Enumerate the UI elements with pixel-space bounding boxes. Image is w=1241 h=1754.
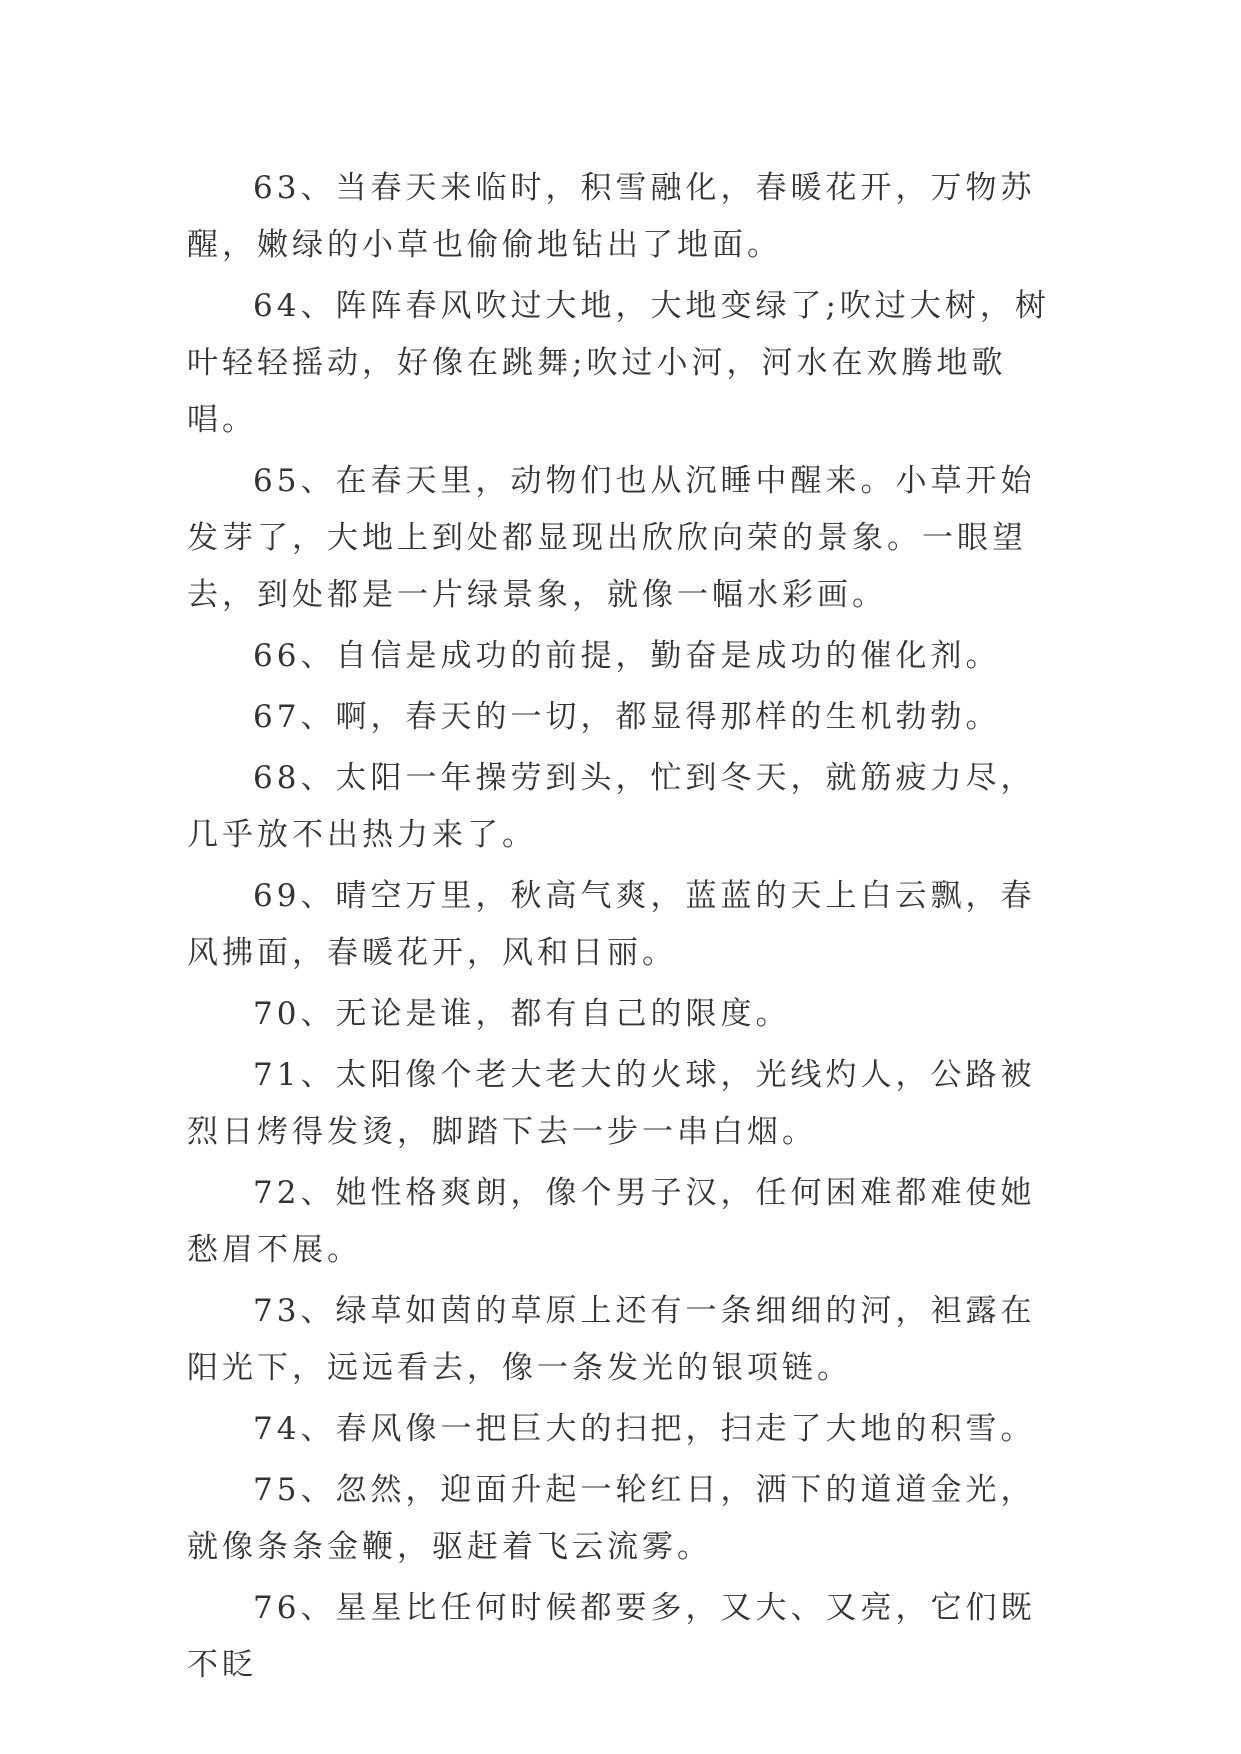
paragraph-74: 74、春风像一把巨大的扫把，扫走了大地的积雪。: [253, 1411, 1036, 1447]
paragraph-73: 73、绿草如茵的草原上还有一条细细的河，袒露在阳光下，远远看去，像一条发光的银项链。: [187, 1293, 1036, 1386]
document-body: [187, 160, 1067, 1698]
paragraph-68: 68、太阳一年操劳到头，忙到冬天，就筋疲力尽，几乎放不出热力来了。: [187, 760, 1036, 853]
paragraph-64: 64、阵阵春风吹过大地，大地变绿了;吹过大树，树叶轻轻摇动，好像在跳舞;吹过小河，河水在欢腾地歌唱。: [187, 288, 1050, 438]
paragraph-71: 71、太阳像个老大老大的火球，光线灼人，公路被烈日烤得发烫，脚踏下去一步一串白烟。: [187, 1057, 1036, 1150]
paragraph-66: 66、自信是成功的前提，勤奋是成功的催化剂。: [253, 638, 1001, 674]
paragraph-76: 76、星星比任何时候都要多，又大、又亮，它们既不眨: [187, 1590, 1036, 1683]
paragraph-63: 63、当春天来临时，积雪融化，春暖花开，万物苏醒，嫩绿的小草也偷偷地钻出了地面。: [187, 170, 1036, 263]
paragraph-69: 69、晴空万里，秋高气爽，蓝蓝的天上白云飘，春风拂面，春暖花开，风和日丽。: [187, 878, 1036, 971]
paragraph-72: 72、她性格爽朗，像个男子汉，任何困难都难使她愁眉不展。: [187, 1175, 1036, 1268]
paragraph-75: 75、忽然，迎面升起一轮红日，洒下的道道金光，就像条条金鞭，驱赶着飞云流雾。: [187, 1472, 1036, 1565]
paragraph-70: 70、无论是谁，都有自己的限度。: [253, 996, 791, 1032]
paragraph-65: 65、在春天里，动物们也从沉睡中醒来。小草开始发芽了，大地上到处都显现出欣欣向荣的景象。一眼望去，到处都是一片绿景象，就像一幅水彩画。: [187, 463, 1036, 613]
paragraph-67: 67、啊，春天的一切，都显得那样的生机勃勃。: [253, 699, 1001, 735]
